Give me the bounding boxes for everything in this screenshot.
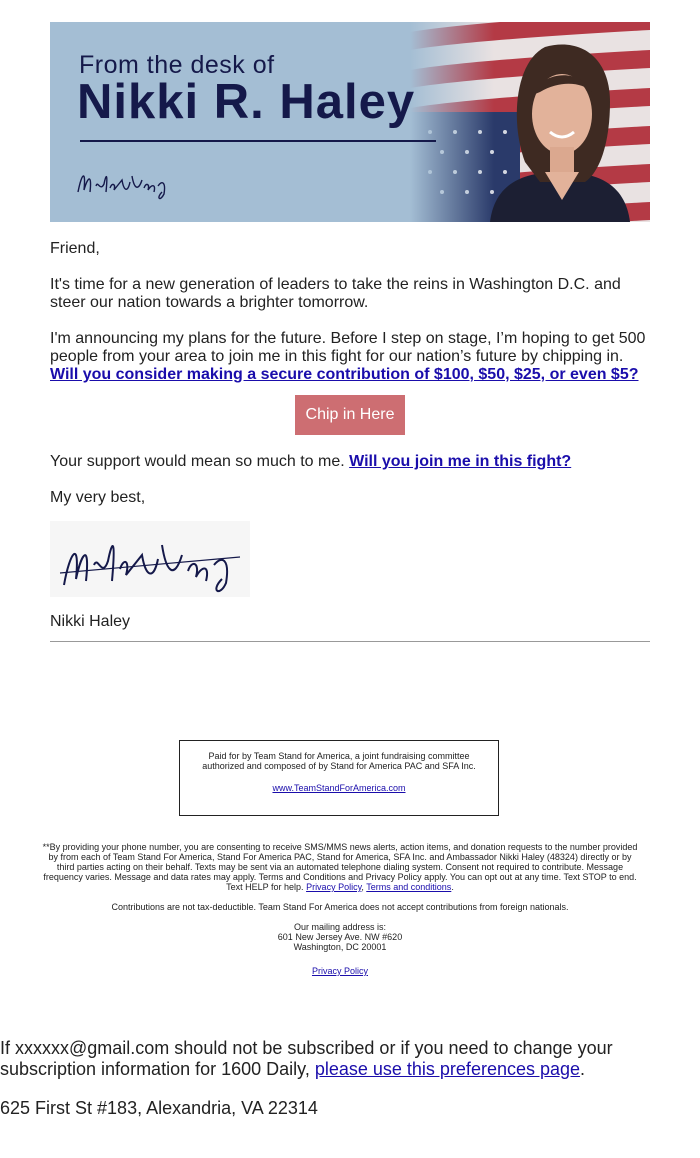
preferences-link[interactable]: please use this preferences page [314, 1059, 581, 1079]
header-banner [50, 22, 650, 222]
privacy-policy-footer-link[interactable]: Privacy Policy [311, 966, 368, 976]
terms-link[interactable]: Terms and conditions [366, 882, 452, 892]
divider [50, 641, 650, 642]
sms-disclaimer: **By providing your phone number, you are consenting to receive SMS/MMS news alerts, action items, and donation requests to the number provided by from each of Team Stand For America, Stand For America PAC, Stand for America, SFA Inc. and Ambassador Nikki Haley (48324) directly or by third parties acting on their behalf. Texts may be sent via an automated telephone dialing system. Consent not required to contribute. Message frequency varies. Message and data rates may apply. Terms and Conditions and Privacy Policy apply. You can opt out at any time. Text STOP to end. Text HELP for help. Privacy Policy, Terms and conditions. [42, 842, 638, 892]
subscription-notice: If xxxxxx@gmail.com should not be subscribed or if you need to change your subscription information for 1600 Daily, please use this preferences page. [0, 1038, 613, 1079]
announcement-paragraph [50, 312, 650, 384]
signer-name: Nikki Haley [50, 613, 131, 630]
support-text: Your support would mean so much to me. [50, 453, 345, 470]
contribution-link[interactable]: Will you consider making a secure contribution of $100, $50, $25, or even $5? [50, 366, 639, 383]
closing-text: My very best, [50, 489, 146, 506]
banner-signature-image [72, 162, 172, 202]
privacy-footer [40, 966, 640, 976]
banner-title: Nikki R. Haley [77, 75, 416, 129]
address-line-2: Washington, DC 20001 [293, 942, 387, 952]
intro-paragraph: It's time for a new generation of leaders to take the reins in Washington D.C. and steer our nation towards a brighter tomorrow. [50, 276, 621, 311]
subscription-text: If xxxxxx@gmail.com should not be subscribed or if you need to change your subscription information for 1600 Daily, [0, 1038, 613, 1079]
greeting-text: Friend, [50, 240, 100, 257]
support-paragraph [50, 435, 650, 471]
chip-in-button[interactable]: Chip in Here [295, 395, 405, 435]
privacy-policy-link[interactable]: Privacy Policy [306, 882, 362, 892]
tax-note: Contributions are not tax-deductible. Team Stand For America does not accept contributions from foreign nationals. [111, 902, 569, 912]
sms-disclaimer-text: **By providing your phone number, you are consenting to receive SMS/MMS news alerts, action items, and donation requests to the number provided by from each of Team Stand For America, Stand For America PAC, Stand for America, SFA Inc. and Ambassador Nikki Haley (48324) directly or by third parties acting on their behalf. Texts may be sent via an automated telephone dialing system. Consent not required to contribute. Message frequency varies. Message and data rates may apply. Terms and Conditions and Privacy Policy apply. You can opt out at any time. Text STOP to end. Text HELP for help. [42, 842, 638, 892]
mailing-label: Our mailing address is: [293, 922, 387, 932]
cta-container [50, 384, 650, 435]
banner-subtitle: From the desk of [79, 51, 275, 79]
join-fight-link[interactable]: Will you join me in this fight? [349, 453, 572, 470]
announcement-text: I'm announcing my plans for the future. Before I step on stage, I’m hoping to get 500 people from your area to join me in this fight for our nation’s future by chipping in. [50, 330, 646, 365]
email-content [50, 22, 650, 642]
paid-for-box [179, 740, 499, 816]
address-line-1: 601 New Jersey Ave. NW #620 [277, 932, 403, 942]
portrait-photo [470, 32, 650, 222]
paid-for-text: Paid for by Team Stand for America, a joint fundraising committee authorized and composed of by Stand for America PAC and SFA Inc. [202, 751, 476, 771]
mailing-address-block [40, 922, 640, 952]
banner-underline [80, 140, 436, 142]
signature-image [50, 521, 250, 597]
sender-address: 625 First St #183, Alexandria, VA 22314 [0, 1098, 318, 1118]
team-stand-link[interactable]: www.TeamStandForAmerica.com [272, 783, 406, 793]
